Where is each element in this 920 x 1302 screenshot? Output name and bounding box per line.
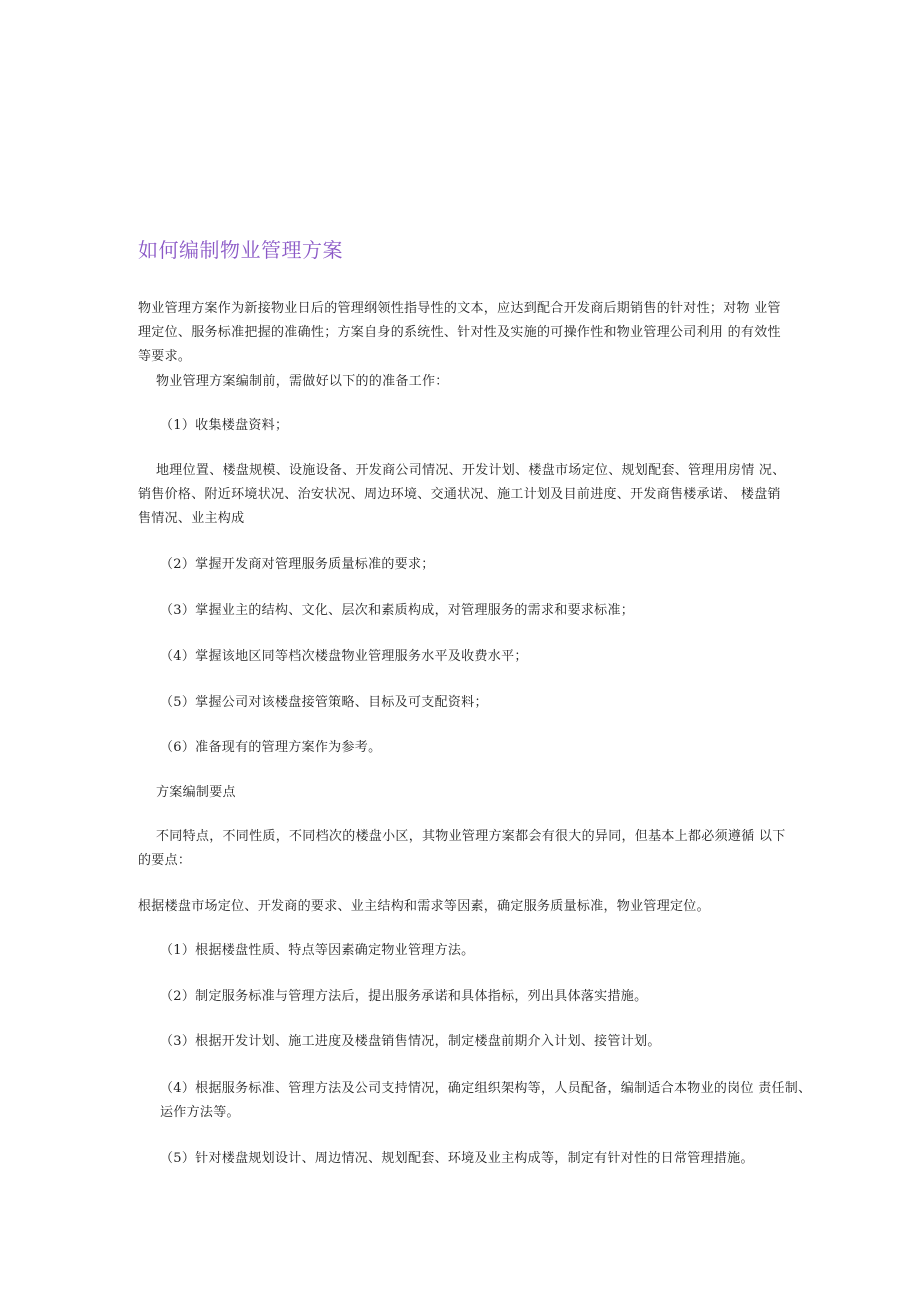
- prep-item-2: （2）掌握开发商对管理服务质量标准的要求；: [160, 557, 435, 572]
- section-basis: 根据楼盘市场定位、开发商的要求、业主结构和需求等因素，确定服务质量标准，物业管理定位。: [138, 899, 710, 914]
- prep-lead: 物业管理方案编制前，需做好以下的的准备工作：: [156, 374, 449, 389]
- prep-item-3: （3）掌握业主的结构、文化、层次和素质构成，对管理服务的需求和要求标准；: [160, 603, 635, 618]
- point-2: （2）制定服务标准与管理方法后，提出服务承诺和具体指标，列出具体落实措施。: [160, 989, 648, 1004]
- section-intro: 不同特点，不同性质，不同档次的楼盘小区，其物业管理方案都会有很大的异同，但基本上都必须遵循 以下的要点：: [138, 829, 786, 868]
- section-heading: 方案编制要点: [156, 785, 236, 800]
- intro-paragraph: 物业管理方案作为新接物业日后的管理纲领性指导性的文本，应达到配合开发商后期销售的针对性；对物 业管理定位、服务标准把握的准确性；方案自身的系统性、针对性及实施的可操作性和物业管理公司利用 的有效性等要求。: [138, 301, 781, 364]
- prep-item-details: 地理位置、楼盘规模、设施设备、开发商公司情况、开发计划、楼盘市场定位、规划配套、管理用房情 况、销售价格、附近环境状况、治安状况、周边环境、交通状况、施工计划及目前进度、开发商售楼承诺、 楼盘销售情况、业主构成: [138, 463, 786, 526]
- prep-item-1: （1）收集楼盘资料；: [160, 418, 289, 433]
- prep-item-4: （4）掌握该地区同等档次楼盘物业管理服务水平及收费水平；: [160, 649, 528, 664]
- prep-item-5: （5）掌握公司对该楼盘接管策略、目标及可支配资料；: [160, 695, 488, 710]
- document-title: 如何编制物业管理方案: [138, 238, 343, 262]
- point-1: （1）根据楼盘性质、特点等因素确定物业管理方法。: [160, 943, 475, 958]
- point-3: （3）根据开发计划、施工进度及楼盘销售情况，制定楼盘前期介入计划、接管计划。: [160, 1034, 661, 1049]
- point-4: （4）根据服务标准、管理方法及公司支持情况，确定组织架构等，人员配备，编制适合本物业的岗位 责任制、运作方法等。: [160, 1081, 812, 1120]
- point-5: （5）针对楼盘规划设计、周边情况、规划配套、环境及业主构成等，制定有针对性的日常管理措施。: [160, 1151, 754, 1166]
- prep-item-6: （6）准备现有的管理方案作为参考。: [160, 740, 382, 755]
